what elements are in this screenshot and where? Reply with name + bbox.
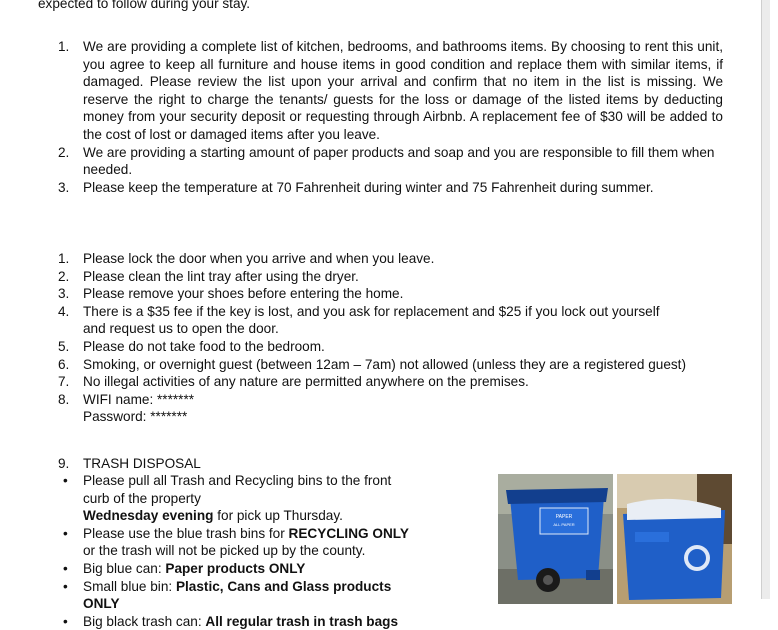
list-number: 1.: [58, 251, 70, 266]
list-text: WIFI name: *******: [83, 391, 195, 407]
list-number: 2.: [58, 268, 70, 284]
bullet-bold: Plastic, Cans and Glass products ONLY: [83, 578, 392, 612]
list-item: [0, 250, 733, 268]
bullet-item: [0, 525, 420, 560]
bullet-bold: Wednesday evening: [83, 508, 214, 524]
bullet-item: [0, 578, 420, 613]
wifi-password: Password: *******: [83, 409, 188, 425]
list-item: [0, 356, 733, 374]
list-item: [0, 144, 733, 179]
bullet-bold: Paper products ONLY: [165, 560, 306, 576]
list-number: 8.: [58, 391, 70, 407]
bullet-text: Big blue can:: [83, 560, 166, 576]
list-item: [0, 38, 723, 144]
list-item: [0, 179, 733, 197]
list-number: 2.: [58, 144, 70, 160]
bullet-glyph: •: [63, 613, 68, 629]
rules-list-1: [0, 38, 760, 196]
rules-list-2: [0, 250, 760, 426]
list-item: [0, 338, 733, 356]
list-item: [0, 373, 733, 391]
list-text: We are providing a complete list of kitchen, bedrooms, and bathrooms items. By choosing to rent this unit, you agree to keep all furniture and house items in good condition and replace them with similar items, if damaged. Please review the list upon your arrival and confirm that no item in the list is missing. We reserve the right to charge the tenants/ guests for the loss or damage of the listed items by deducting money from your security deposit or requesting through Airbnb. A replacement fee of $30 will be added to the cost of lost or damaged items after you leave.: [83, 39, 723, 142]
bullet-text-tail: for pick up Thursday.: [213, 508, 343, 524]
list-item: [0, 303, 683, 338]
bullet-item: [0, 613, 420, 630]
trash-title: TRASH DISPOSAL: [83, 456, 201, 471]
list-number: 7.: [58, 374, 70, 390]
bullet-text-tail: or the trash will not be picked up by the county.: [83, 543, 366, 559]
list-item: [0, 391, 733, 409]
recycling-cart-photo: [498, 474, 613, 604]
intro-text: expected to follow during your stay.: [38, 0, 251, 11]
trash-heading: [0, 455, 760, 473]
list-text: Please keep the temperature at 70 Fahrenheit during winter and 75 Fahrenheit during summer.: [83, 179, 654, 195]
list-text: Smoking, or overnight guest (between 12am – 7am) not allowed (unless they are a registered guest): [83, 356, 686, 372]
bullet-glyph: •: [63, 473, 68, 488]
list-number: 9.: [58, 456, 70, 471]
list-text: Please lock the door when you arrive and when you leave.: [83, 251, 435, 266]
recycling-photos: [498, 474, 738, 604]
svg-text:PAPER: PAPER: [555, 514, 573, 520]
bullet-item: [0, 472, 420, 525]
list-text: There is a $35 fee if the key is lost, and you ask for replacement and $25 if you lock out yourself and request us to open the door.: [83, 303, 660, 337]
list-text: We are providing a starting amount of paper products and soap and you are responsible to fill them when needed.: [83, 144, 715, 178]
list-item: [0, 455, 760, 473]
bullet-text: Small blue bin:: [83, 578, 176, 594]
list-number: 3.: [58, 286, 70, 302]
bullet-bold: RECYCLING ONLY: [288, 525, 409, 541]
list-text: Please do not take food to the bedroom.: [83, 338, 325, 354]
bullet-bold: All regular trash in trash bags: [205, 613, 399, 629]
trash-bullets: [0, 472, 420, 630]
list-number: 1.: [58, 39, 70, 54]
bullet-text: Please pull all Trash and Recycling bins to the front curb of the property: [83, 473, 392, 506]
list-text: Please remove your shoes before entering the home.: [83, 286, 404, 302]
bullet-text: Please use the blue trash bins for: [83, 525, 289, 541]
recycling-bin-photo: [617, 474, 732, 604]
list-number: 6.: [58, 356, 70, 372]
list-text: No illegal activities of any nature are permitted anywhere on the premises.: [83, 374, 529, 390]
bullet-glyph: •: [63, 525, 68, 541]
list-number: 4.: [58, 303, 70, 319]
list-number: 3.: [58, 179, 70, 195]
bullet-glyph: •: [63, 560, 68, 576]
bullet-glyph: •: [63, 578, 68, 594]
bullet-text: Big black trash can:: [83, 613, 206, 629]
list-number: 5.: [58, 338, 70, 354]
bullet-item: [0, 560, 420, 578]
list-text: Please clean the lint tray after using the dryer.: [83, 268, 359, 284]
page-edge: [761, 0, 770, 599]
svg-text:ALL PAPER: ALL PAPER: [553, 522, 575, 527]
list-item: [0, 268, 733, 286]
list-item: [0, 285, 733, 303]
